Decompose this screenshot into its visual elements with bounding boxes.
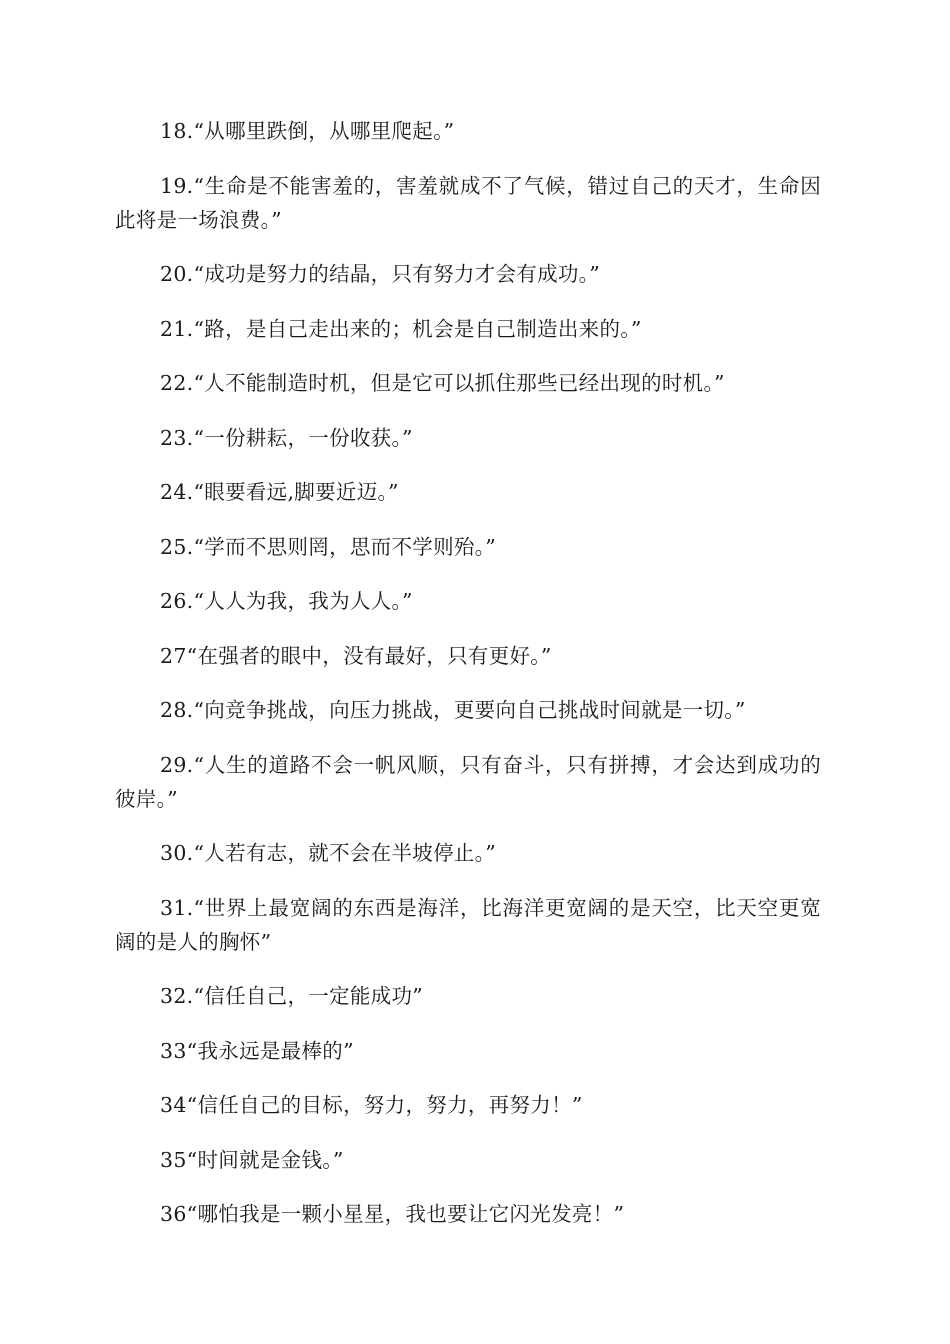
quote-item: 30.“人若有志，就不会在半坡停止。” (160, 841, 497, 865)
quote-item: 34“信任自己的目标，努力，努力，再努力！” (160, 1093, 583, 1117)
quote-item: 22.“人不能制造时机，但是它可以抓住那些已经出现的时机。” (160, 371, 725, 395)
quote-item: 21.“路，是自己走出来的；机会是自己制造出来的。” (160, 316, 642, 341)
quote-item: 28.“向竞争挑战，向压力挑战，更要向自己挑战时间就是一切。” (160, 698, 746, 722)
quote-item: 33“我永远是最棒的” (160, 1038, 354, 1063)
quote-item: 19.“生命是不能害羞的，害羞就成不了气候，错过自己的天才，生命因此将是一场浪费。” (115, 173, 821, 232)
quote-item: 24.“眼要看远,脚要近迈。” (160, 480, 399, 504)
quote-item: 32.“信任自己，一定能成功” (160, 984, 424, 1008)
quote-item: 26.“人人为我，我为人人。” (160, 589, 413, 613)
quote-item: 36“哪怕我是一颗小星星，我也要让它闪光发亮！” (160, 1202, 625, 1226)
quote-item: 18.“从哪里跌倒，从哪里爬起。” (160, 119, 455, 143)
quote-item: 35“时间就是金钱。” (160, 1147, 344, 1172)
quote-item: 20.“成功是努力的结晶，只有努力才会有成功。” (160, 262, 601, 286)
quote-list (115, 114, 821, 1252)
quote-item: 23.“一份耕耘，一份收获。” (160, 425, 413, 450)
quote-item: 29.“人生的道路不会一帆风顺，只有奋斗，只有拼搏，才会达到成功的彼岸。” (115, 752, 821, 811)
quote-item: 31.“世界上最宽阔的东西是海洋，比海洋更宽阔的是天空，比天空更宽阔的是人的胸怀” (115, 895, 821, 954)
quote-item: 25.“学而不思则罔，思而不学则殆。” (160, 534, 497, 559)
quote-item: 27“在强者的眼中，没有最好，只有更好。” (160, 643, 552, 668)
